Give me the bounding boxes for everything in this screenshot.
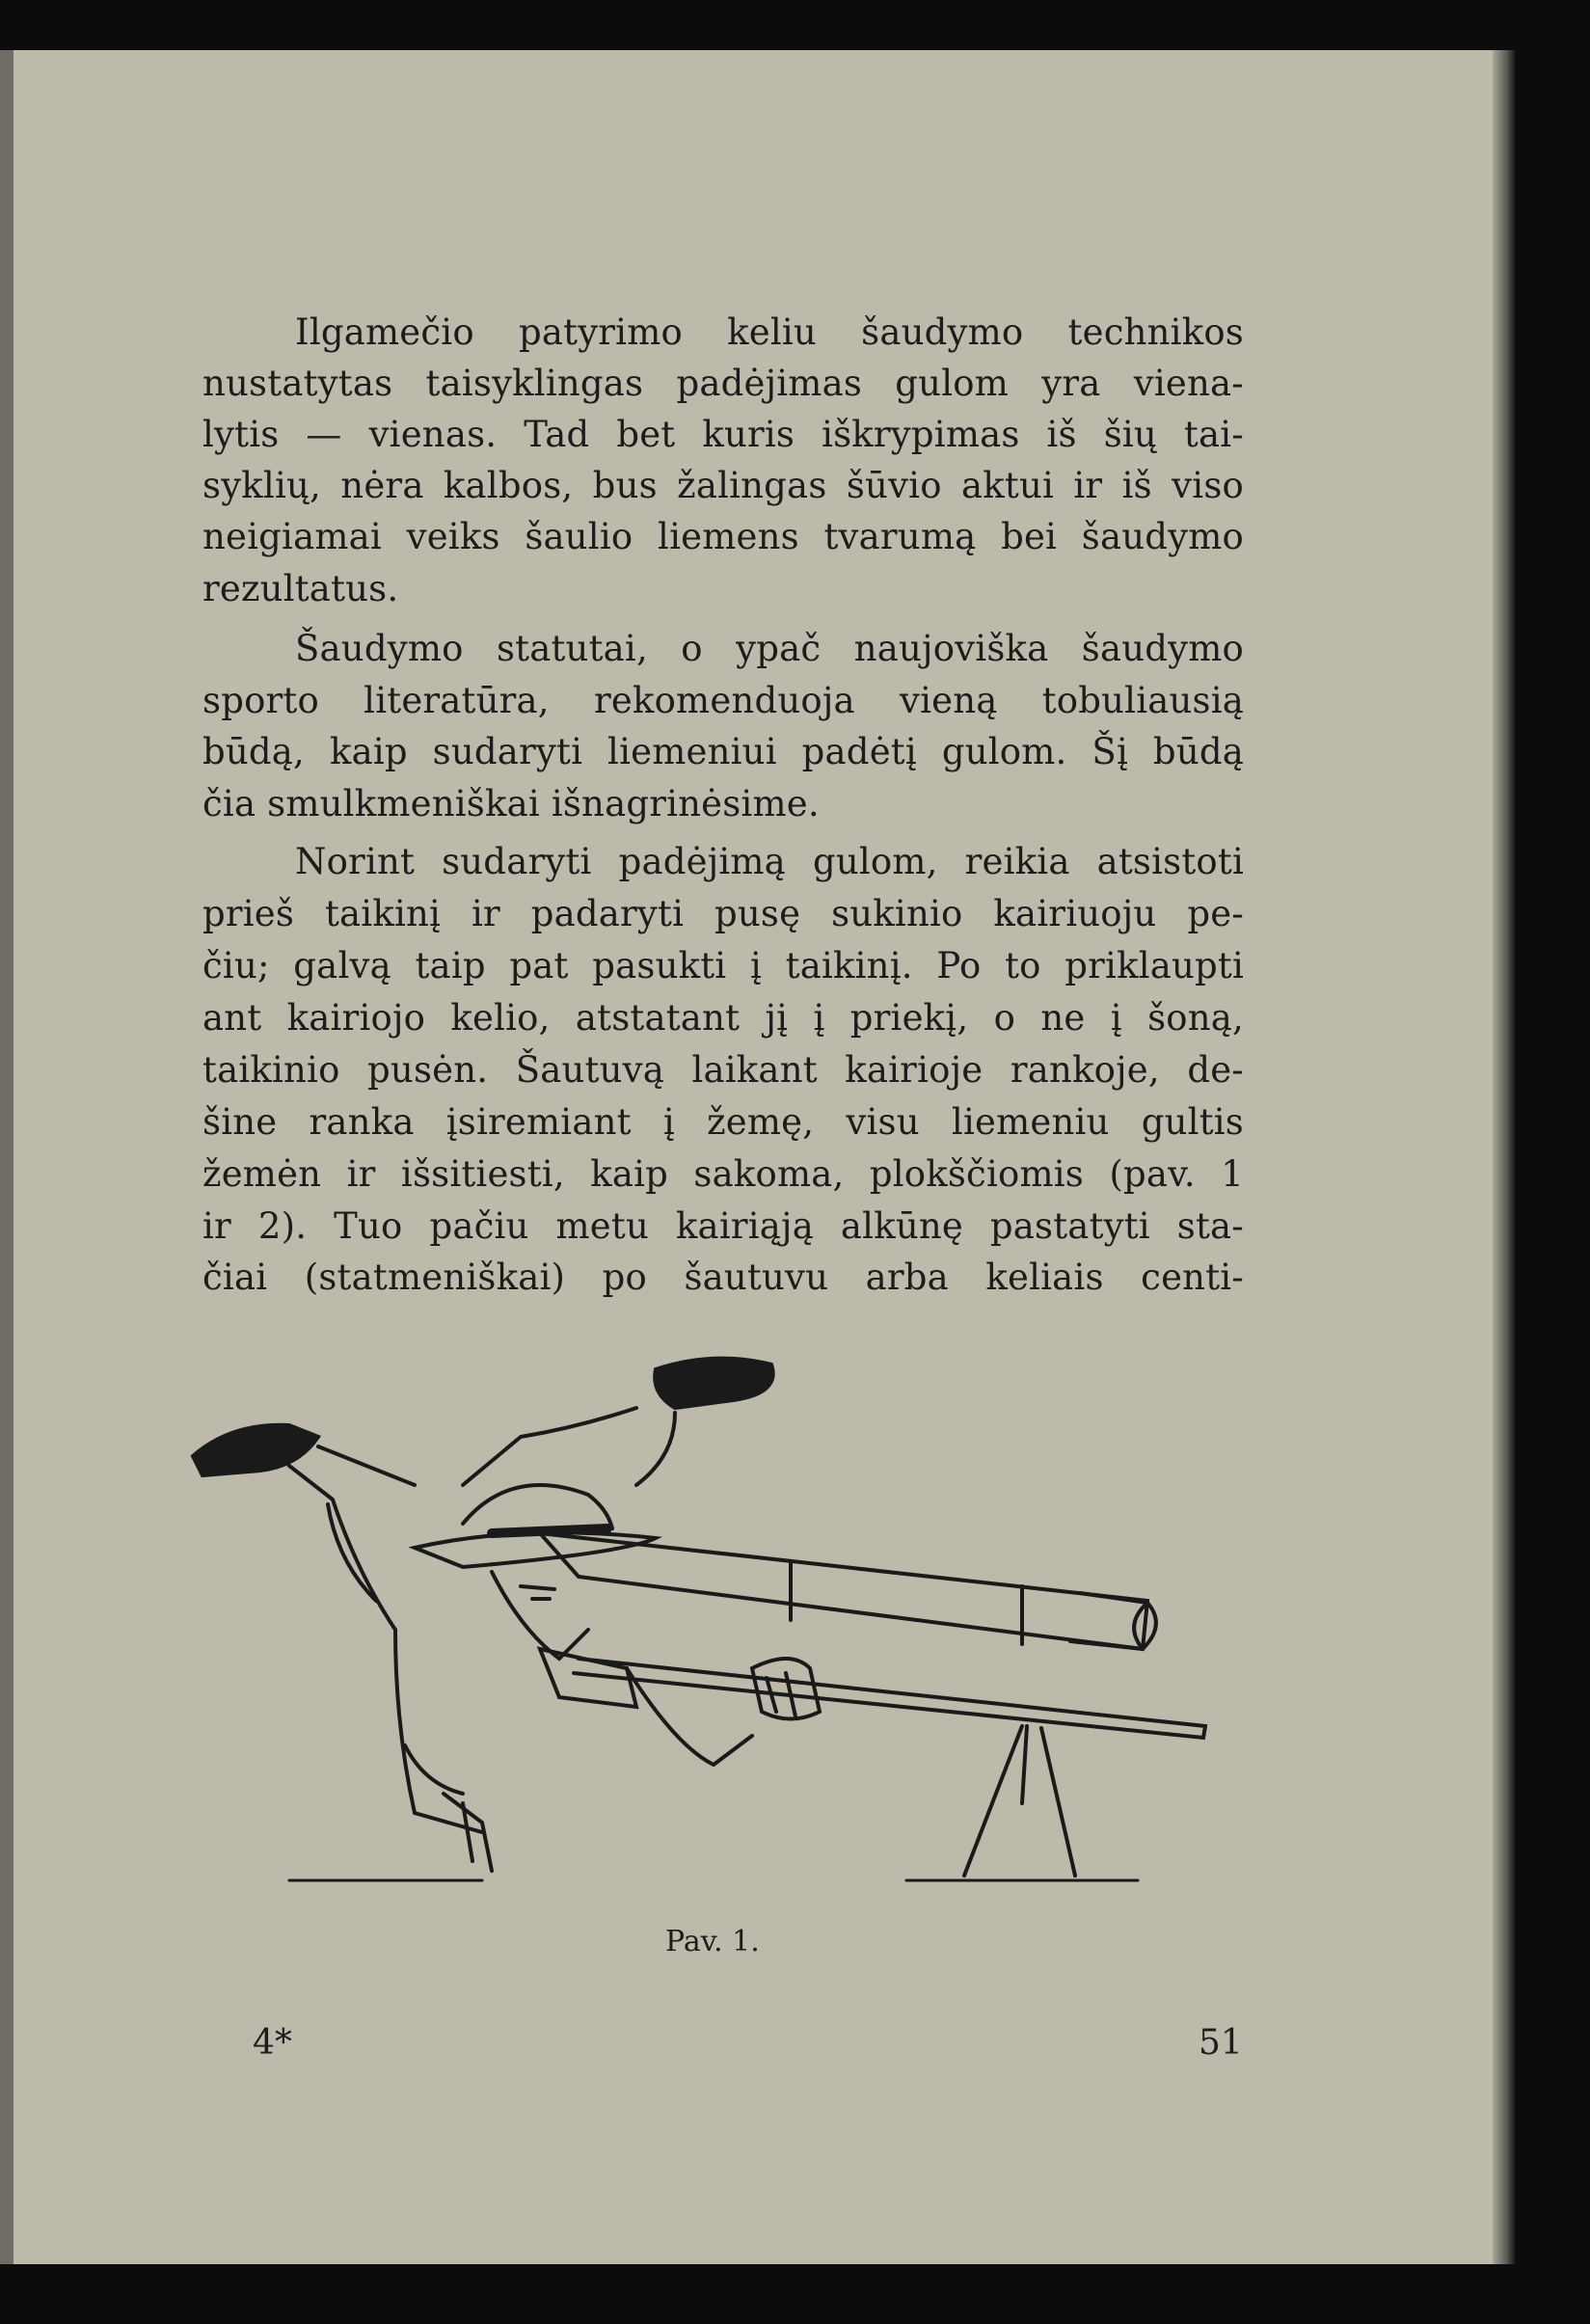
text-line: ant kairiojo kelio, atstatant jį į priekį, o ne į šoną, [202,997,1244,1039]
text-line: čiu; galvą taip pat pasukti į taikinį. Po to priklaupti [202,945,1244,986]
text-line: taikinio pusėn. Šautuvą laikant kairioje rankoje, de- [202,1049,1244,1091]
text-line: nustatytas taisyklingas padėjimas gulom yra viena- [202,363,1244,404]
text-line: Norint sudaryti padėjimą gulom, reikia atsistoti [295,841,1244,882]
text-line: rezultatus. [202,568,399,609]
text-line: čiai (statmeniškai) po šautuvu arba keliais centi- [202,1257,1244,1298]
prone-shooter-illustration [174,1340,1282,1919]
figure-caption: Pav. 1. [665,1925,760,1959]
text-line: būdą, kaip sudaryti liemeniui padėtį gulom. Šį būdą [202,731,1244,772]
page-right-edge [1493,50,1516,2264]
text-line: Ilgamečio patyrimo keliu šaudymo technikos [295,311,1244,353]
text-line: žemėn ir išsitiesti, kaip sakoma, plokščiomis (pav. 1 [202,1153,1244,1195]
text-line: neigiamai veiks šaulio liemens tvarumą bei šaudymo [202,516,1244,557]
page-left-edge [0,50,13,2264]
signature-mark: 4* [253,2023,292,2063]
text-line: šine ranka įsiremiant į žemę, visu liemeniu gultis [202,1101,1244,1143]
text-line: ir 2). Tuo pačiu metu kairiąją alkūnę pastatyti sta- [202,1205,1244,1247]
text-line: syklių, nėra kalbos, bus žalingas šūvio aktui ir iš viso [202,465,1244,506]
text-line: prieš taikinį ir padaryti pusę sukinio kairiuoju pe- [202,893,1244,934]
page-number: 51 [1199,2023,1243,2063]
text-line: sporto literatūra, rekomenduoja vieną tobuliausią [202,680,1244,721]
text-line: Šaudymo statutai, o ypač naujoviška šaudymo [295,628,1244,669]
text-line: lytis — vienas. Tad bet kuris iškrypimas iš šių tai- [202,414,1244,455]
text-line: čia smulkmeniškai išnagrinėsime. [202,783,820,824]
